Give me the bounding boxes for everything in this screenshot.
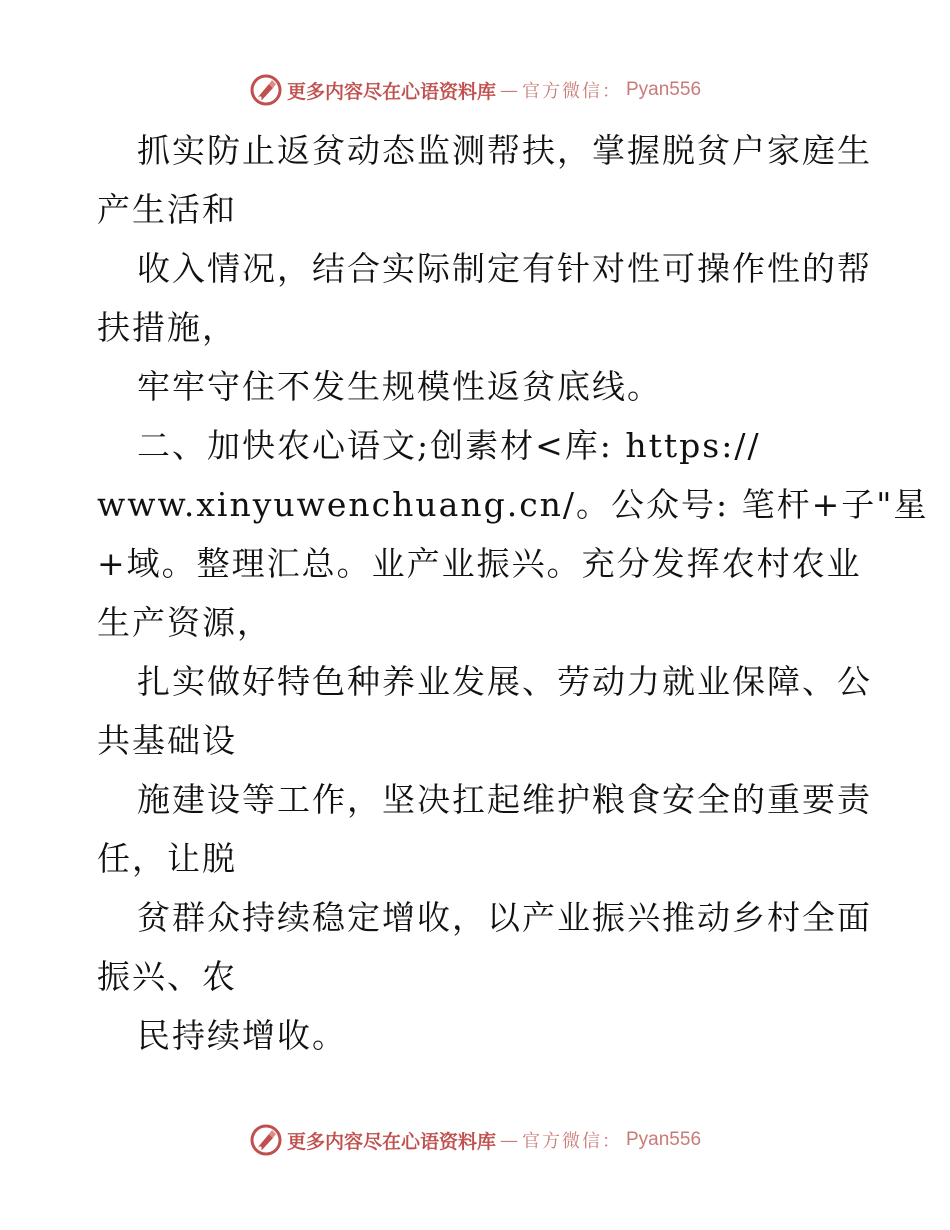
watermark-wechat-id: Pyan556 (626, 79, 702, 100)
text-line: 扎实做好特色种养业发展、劳动力就业保障、公 (137, 662, 872, 701)
watermark-title: 更多内容尽在心语资料库 (286, 1130, 496, 1153)
watermark-dash: — (500, 79, 518, 101)
document-body (97, 121, 929, 1065)
text-line: 共基础设 (97, 721, 237, 760)
text-line: 抓实防止返贫动态监测帮扶，掌握脱贫户家庭生 (137, 131, 872, 170)
text-line: 施建设等工作，坚决扛起维护粮食安全的重要责 (137, 780, 872, 819)
footer-watermark (0, 1122, 950, 1158)
text-line: 扶措施， (97, 308, 237, 347)
text-line: 振兴、农 (97, 957, 237, 996)
watermark-wechat-label: 官方微信： (522, 1131, 622, 1152)
text-line: +域。整理汇总。业产业振兴。充分发挥农村农业 (97, 544, 862, 583)
text-line: 民持续增收。 (137, 1016, 347, 1055)
text-line: 贫群众持续稳定增收，以产业振兴推动乡村全面 (137, 898, 872, 937)
watermark-wechat-id: Pyan556 (626, 1129, 702, 1150)
pen-logo-icon (249, 1123, 283, 1157)
text-line: 任，让脱 (97, 839, 237, 878)
watermark-wechat-label: 官方微信： (522, 81, 622, 102)
text-line: 二、加快农心语文;创素材<库: https:// (137, 426, 761, 465)
text-line: 产生活和 (97, 190, 237, 229)
text-line: 收入情况，结合实际制定有针对性可操作性的帮 (137, 249, 872, 288)
header-watermark (0, 72, 950, 108)
pen-logo-icon (249, 73, 283, 107)
watermark-title: 更多内容尽在心语资料库 (286, 80, 496, 103)
text-line: www.xinyuwenchuang.cn/。公众号: 笔杆+子"星 (97, 485, 929, 524)
text-line: 牢牢守住不发生规模性返贫底线。 (137, 367, 662, 406)
text-line: 生产资源， (97, 603, 272, 642)
watermark-dash: — (500, 1129, 518, 1151)
